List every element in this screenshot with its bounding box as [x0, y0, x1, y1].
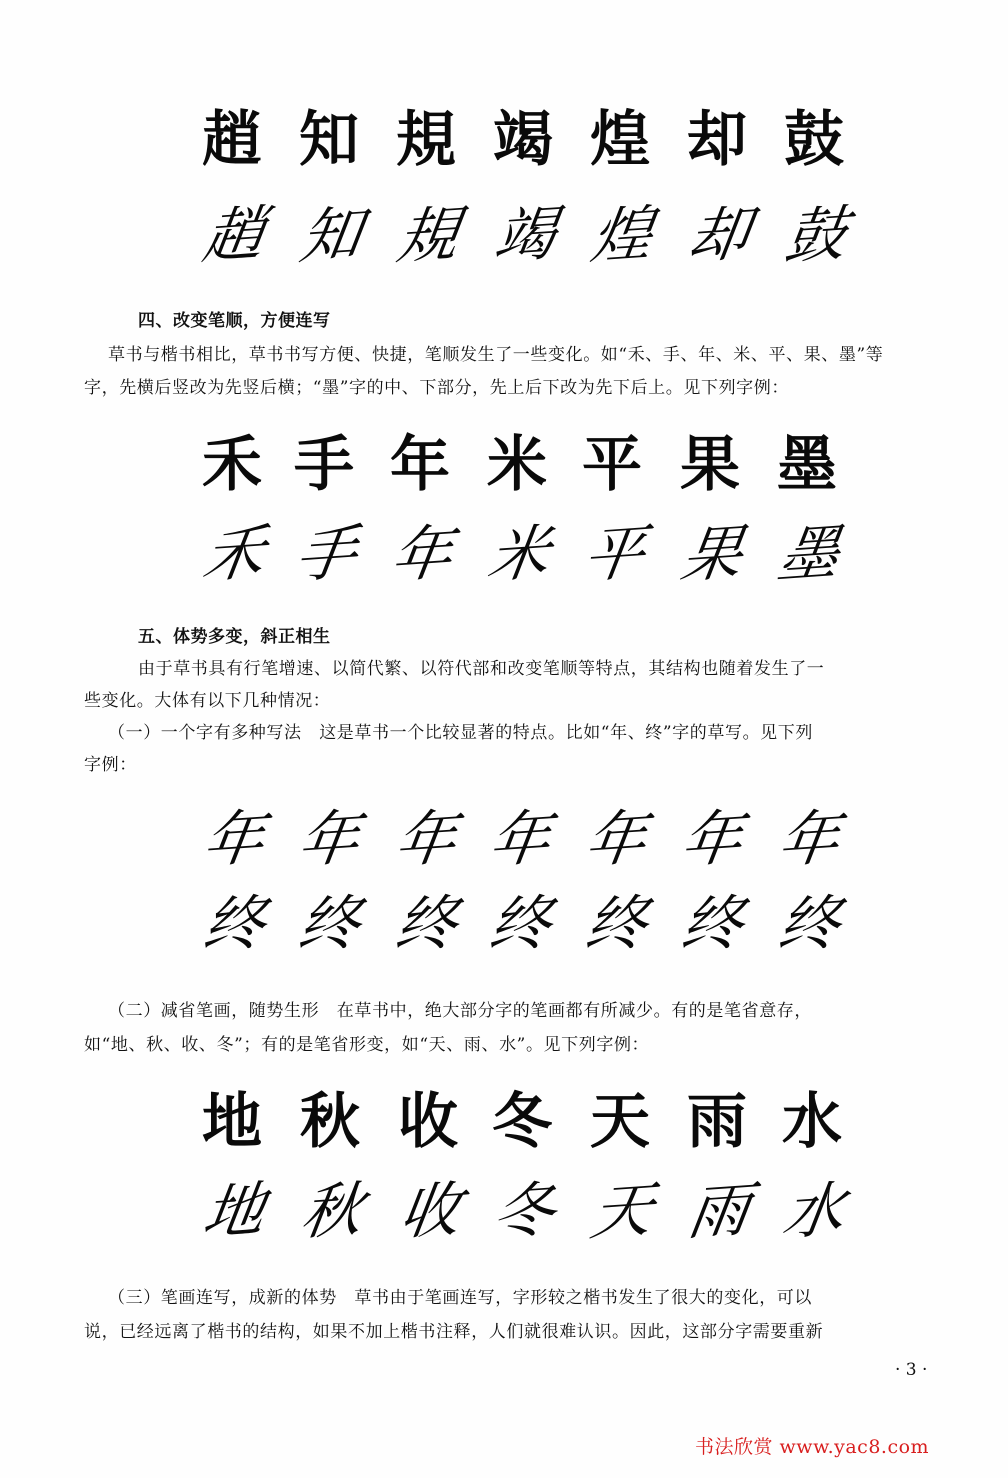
regular-glyph: 收 [398, 1087, 458, 1157]
regular-glyph: 手 [294, 430, 354, 500]
cursive-glyph: 收 [394, 1175, 462, 1249]
cursive-glyph: 终 [773, 888, 841, 962]
cursive-glyph: 趙 [198, 199, 266, 273]
cursive-glyph: 墨 [773, 518, 841, 592]
cursive-glyph: 天 [586, 1175, 654, 1249]
cursive-glyph: 煌 [586, 199, 654, 273]
cursive-glyph: 鼓 [780, 199, 848, 273]
cursive-glyph: 年 [773, 803, 841, 877]
cursive-glyph: 果 [676, 518, 744, 592]
cursive-glyph: 雨 [683, 1175, 751, 1249]
paragraph-line: 字，先横后竖改为先竖后横；“墨”字的中、下部分，先上后下改为先下后上。见下列字例： [84, 378, 789, 398]
regular-glyph: 水 [782, 1087, 842, 1157]
regular-glyph: 竭 [493, 105, 553, 175]
cursive-glyph: 米 [483, 518, 551, 592]
regular-glyph: 冬 [492, 1087, 552, 1157]
regular-glyph: 趙 [202, 105, 262, 175]
cursive-glyph: 地 [198, 1175, 266, 1249]
paragraph-line: 由于草书具有行笔增速、以简代繁、以符代部和改变笔顺等特点，其结构也随着发生了一 [138, 659, 825, 679]
paragraph-line: 字例： [84, 755, 137, 775]
regular-glyph: 果 [680, 430, 740, 500]
cursive-glyph: 年 [386, 518, 454, 592]
cursive-glyph: 知 [295, 199, 363, 273]
example-row-cursive-1 [196, 196, 856, 276]
cursive-glyph: 年 [580, 803, 648, 877]
cursive-glyph: 终 [198, 888, 266, 962]
site-watermark: 书法欣赏 www.yac8.com [695, 1436, 930, 1458]
cursive-glyph: 终 [293, 888, 361, 962]
regular-glyph: 年 [390, 430, 450, 500]
example-row-cursive-4 [196, 1172, 856, 1252]
cursive-glyph: 终 [676, 888, 744, 962]
cursive-glyph: 终 [580, 888, 648, 962]
regular-glyph: 平 [582, 430, 642, 500]
paragraph-line: （三）笔画连写，成新的体势 草书由于笔画连写，字形较之楷书发生了很大的变化，可以 [108, 1288, 812, 1308]
regular-glyph: 雨 [687, 1087, 747, 1157]
regular-glyph: 規 [396, 105, 456, 175]
paragraph-line: 如“地、秋、收、冬”；有的是笔省形变，如“天、雨、水”。见下列字例： [84, 1035, 650, 1055]
cursive-glyph: 年 [676, 803, 744, 877]
paragraph-line: （一）一个字有多种写法 这是草书一个比较显著的特点。比如“年、终”字的草写。见下列 [108, 723, 813, 743]
cursive-glyph: 年 [198, 803, 266, 877]
regular-glyph: 秋 [300, 1087, 360, 1157]
regular-glyph: 却 [687, 105, 747, 175]
cursive-glyph: 禾 [198, 518, 266, 592]
page-number: · 3 · [895, 1360, 928, 1380]
cursive-glyph: 终 [390, 888, 458, 962]
example-row-cursive-2 [196, 515, 856, 595]
cursive-glyph: 規 [392, 199, 460, 273]
regular-glyph: 知 [299, 105, 359, 175]
cursive-glyph: 冬 [488, 1175, 556, 1249]
paragraph-line: 说，已经远离了楷书的结构，如果不加上楷书注释，人们就很难认识。因此，这部分字需要重新 [84, 1322, 824, 1342]
cursive-glyph: 年 [390, 803, 458, 877]
example-row-cursive-nian [196, 800, 856, 880]
regular-glyph: 禾 [202, 430, 262, 500]
cursive-glyph: 平 [578, 518, 646, 592]
cursive-glyph: 手 [290, 518, 358, 592]
paragraph-line: 些变化。大体有以下几种情况： [84, 691, 331, 711]
cursive-glyph: 秋 [296, 1175, 364, 1249]
example-row-regular-1 [196, 100, 856, 180]
example-row-cursive-zhong [196, 885, 856, 965]
regular-glyph: 地 [202, 1087, 262, 1157]
example-row-regular-4 [196, 1082, 856, 1162]
cursive-glyph: 水 [778, 1175, 846, 1249]
cursive-glyph: 终 [484, 888, 552, 962]
section-5-heading: 五、体势多变，斜正相生 [138, 627, 331, 647]
cursive-glyph: 年 [293, 803, 361, 877]
paragraph-line: （二）减省笔画，随势生形 在草书中，绝大部分字的笔画都有所减少。有的是笔省意存， [108, 1001, 812, 1021]
example-row-regular-2 [196, 425, 856, 505]
regular-glyph: 鼓 [784, 105, 844, 175]
cursive-glyph: 年 [484, 803, 552, 877]
cursive-glyph: 却 [683, 199, 751, 273]
section-4-heading: 四、改变笔顺，方便连写 [138, 311, 331, 331]
cursive-glyph: 竭 [489, 199, 557, 273]
regular-glyph: 米 [487, 430, 547, 500]
paragraph-line: 草书与楷书相比，草书书写方便、快捷，笔顺发生了一些变化。如“禾、手、年、米、平、果、墨”等 [108, 345, 884, 365]
regular-glyph: 煌 [590, 105, 650, 175]
regular-glyph: 天 [590, 1087, 650, 1157]
regular-glyph: 墨 [777, 430, 837, 500]
